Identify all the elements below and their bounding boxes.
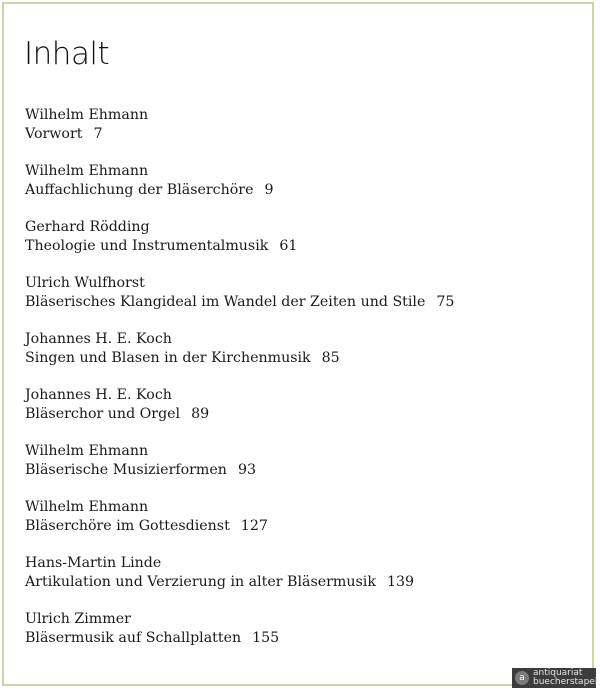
toc-title-line — [25, 573, 565, 592]
toc-page-number: 75 — [436, 293, 455, 310]
toc-author: Hans-Martin Linde — [25, 555, 162, 571]
toc-author: Ulrich Wulfhorst — [25, 275, 145, 291]
toc-title-line — [25, 349, 565, 368]
toc-title: Artikulation und Verzierung in alter Bläsermusik — [25, 573, 376, 590]
toc-page-number: 85 — [321, 349, 340, 366]
toc-title: Bläserische Musizierformen — [25, 461, 227, 478]
toc-title-line — [25, 125, 565, 144]
toc-author: Wilhelm Ehmann — [25, 499, 149, 515]
toc-title-line — [25, 405, 565, 424]
toc-entry — [25, 610, 565, 666]
watermark-badge — [512, 668, 596, 688]
watermark-line-2: buecherstapel — [533, 677, 598, 687]
watermark-line-1: antiquariat — [533, 668, 583, 678]
toc-page-number: 61 — [279, 237, 298, 254]
toc-page-number: 89 — [191, 405, 210, 422]
toc-title-line — [25, 237, 565, 256]
toc-title-line — [25, 517, 565, 536]
toc-entry — [25, 162, 565, 218]
toc-entry — [25, 274, 565, 330]
toc-entry — [25, 106, 565, 162]
toc-author: Ulrich Zimmer — [25, 611, 131, 627]
toc-title-line — [25, 181, 565, 200]
page-title: Inhalt — [24, 36, 110, 72]
table-of-contents — [25, 106, 565, 666]
toc-page-number: 127 — [240, 517, 268, 534]
toc-title-line — [25, 629, 565, 648]
toc-title: Vorwort — [25, 125, 83, 142]
toc-title: Theologie und Instrumentalmusik — [25, 237, 269, 254]
toc-title-line — [25, 461, 565, 480]
toc-title: Bläserchöre im Gottesdienst — [25, 517, 230, 534]
toc-title: Bläserchor und Orgel — [25, 405, 181, 422]
toc-author: Gerhard Rödding — [25, 219, 150, 235]
toc-entry — [25, 386, 565, 442]
toc-title-line — [25, 293, 565, 312]
toc-title: Auffachlichung der Bläserchöre — [25, 181, 254, 198]
toc-entry — [25, 330, 565, 386]
toc-page-number: 7 — [93, 125, 103, 142]
toc-author: Wilhelm Ehmann — [25, 163, 149, 179]
toc-author: Johannes H. E. Koch — [25, 387, 172, 403]
toc-title: Bläserisches Klangideal im Wandel der Zeiten und Stile — [25, 293, 426, 310]
toc-entry — [25, 442, 565, 498]
toc-entry — [25, 554, 565, 610]
toc-author: Wilhelm Ehmann — [25, 107, 149, 123]
toc-title: Singen und Blasen in der Kirchenmusik — [25, 349, 311, 366]
toc-page-number: 155 — [252, 629, 280, 646]
toc-entry — [25, 498, 565, 554]
toc-page-number: 139 — [386, 573, 415, 590]
toc-entry — [25, 218, 565, 274]
toc-page-number: 93 — [237, 461, 256, 478]
toc-author: Wilhelm Ehmann — [25, 443, 149, 459]
watermark-logo-icon: a — [515, 671, 529, 685]
toc-author: Johannes H. E. Koch — [25, 331, 172, 347]
toc-title: Bläsermusik auf Schallplatten — [25, 629, 242, 646]
watermark-text — [533, 669, 597, 687]
toc-page-number: 9 — [264, 181, 274, 198]
